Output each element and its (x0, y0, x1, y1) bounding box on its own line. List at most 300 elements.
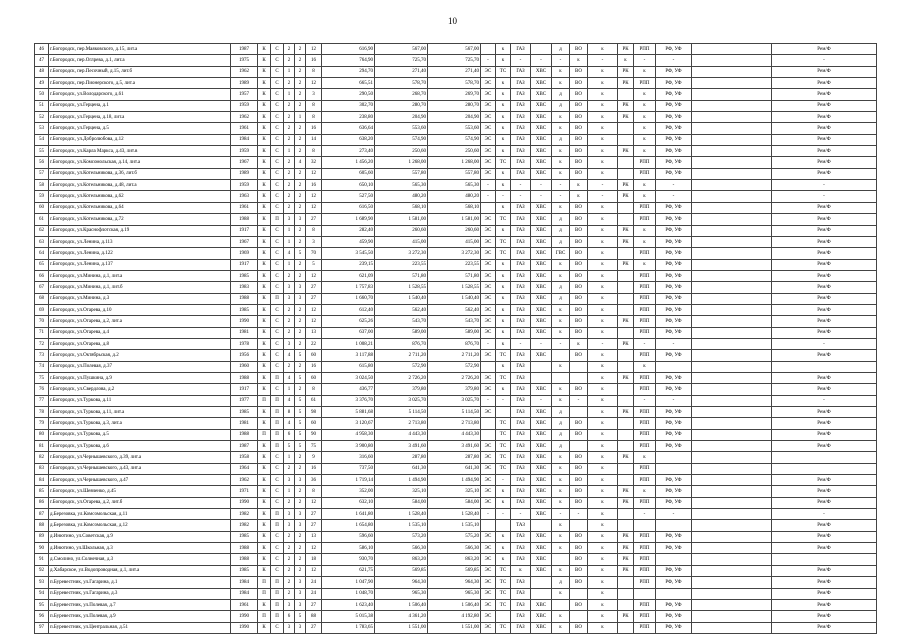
cell-total-area: 436,77 (322, 384, 375, 395)
cell-entrances: 2 (284, 304, 295, 315)
cell-apartments: 14 (306, 134, 322, 145)
cell-wall-material: К (258, 509, 271, 520)
cell-row-number: 96 (35, 611, 49, 622)
cell-roof: к (588, 452, 618, 463)
cell-residential-area: 325,10 (428, 486, 481, 497)
cell-residential-area: 543,70 (428, 316, 481, 327)
cell-heating: к (496, 554, 511, 565)
cell-note (692, 112, 772, 123)
cell-roof: к (588, 611, 618, 622)
cell-living-area: 572,90 (375, 361, 428, 372)
cell-fund: РФ, УФ (656, 531, 692, 542)
cell-ppp: к (634, 66, 656, 77)
table-row (35, 395, 877, 406)
cell-entrances: 5 (284, 441, 295, 452)
cell-note (692, 622, 772, 633)
cell-total-area: 239,15 (322, 259, 375, 270)
cell-drainage: ВО (570, 259, 588, 270)
cell-ppp: РПП (634, 157, 656, 168)
cell-repair-fund: Рем/Ф (772, 588, 877, 599)
cell-ownership-type: П (271, 372, 284, 383)
cell-repair-status: РК (618, 180, 634, 191)
cell-floors: 2 (295, 89, 306, 100)
cell-repair-fund: Рем/Ф (772, 599, 877, 610)
cell-roof: к (588, 497, 618, 508)
cell-heating: к (496, 134, 511, 145)
cell-roof: к (588, 475, 618, 486)
cell-drainage: ВО (570, 554, 588, 565)
table-row (35, 100, 877, 111)
cell-residential-area: 1 551,00 (428, 622, 481, 633)
cell-floors: 2 (295, 486, 306, 497)
cell-electricity: ЭС (481, 611, 496, 622)
cell-electricity: ЭС (481, 146, 496, 157)
cell-electricity: ЭС (481, 441, 496, 452)
cell-wall-material: К (258, 89, 271, 100)
cell-drainage: к (570, 55, 588, 66)
cell-drainage: ВО (570, 214, 588, 225)
cell-fund (656, 452, 692, 463)
cell-cold-water: ХВС (531, 429, 552, 440)
table-row (35, 270, 877, 281)
cell-heating: ТС (496, 463, 511, 474)
cell-living-area: 1 494,90 (375, 475, 428, 486)
cell-residential-area: 260,60 (428, 225, 481, 236)
cell-heating: к (496, 44, 511, 55)
cell-note (692, 282, 772, 293)
cell-living-area: 566,30 (375, 543, 428, 554)
cell-repair-status: РК (618, 259, 634, 270)
cell-apartments: 16 (306, 55, 322, 66)
cell-build-year: 1958 (231, 452, 258, 463)
cell-entrances: 2 (284, 543, 295, 554)
cell-build-year: 1990 (231, 316, 258, 327)
cell-address: г.Богородск, ул.Огарева, д.2, лит.б (49, 497, 231, 508)
cell-repair-status (618, 475, 634, 486)
cell-entrances: 6 (284, 429, 295, 440)
cell-total-area: 1 641,80 (322, 509, 375, 520)
cell-floors: 2 (295, 554, 306, 565)
cell-living-area: 223,55 (375, 259, 428, 270)
cell-repair-status (618, 202, 634, 213)
cell-address: г.Богородск, ул.Котельникова, д.62 (49, 191, 231, 202)
cell-roof: к (588, 543, 618, 554)
cell-electricity: ЭС (481, 225, 496, 236)
cell-build-year: 1988 (231, 293, 258, 304)
cell-address: г.Богородск, ул.Володарского, д.61 (49, 89, 231, 100)
cell-wall-material: К (258, 384, 271, 395)
cell-total-area: 650,10 (322, 180, 375, 191)
cell-living-area: 1 581,00 (375, 214, 428, 225)
cell-repair-status (618, 293, 634, 304)
cell-gas: ГАЗ (511, 429, 531, 440)
cell-entrances: 2 (284, 361, 295, 372)
cell-roof: к (588, 622, 618, 633)
cell-build-year: 1985 (231, 407, 258, 418)
cell-gas: ГАЗ (511, 270, 531, 281)
cell-row-number: 77 (35, 395, 49, 406)
cell-address: г.Богородск, ул.Краснофлотская, д.19 (49, 225, 231, 236)
cell-cold-water: ХВС (531, 282, 552, 293)
cell-ppp: - (634, 395, 656, 406)
cell-drainage: к (570, 191, 588, 202)
cell-row-number: 85 (35, 486, 49, 497)
cell-gas: ГАЗ (511, 599, 531, 610)
cell-residential-area: 567,00 (428, 44, 481, 55)
cell-living-area: 553,60 (375, 123, 428, 134)
cell-ownership-type: П (271, 395, 284, 406)
cell-wall-material: К (258, 282, 271, 293)
table-row (35, 123, 877, 134)
cell-hot-water: д (552, 293, 570, 304)
cell-note (692, 361, 772, 372)
cell-floors: 2 (295, 78, 306, 89)
cell-hot-water: к (552, 66, 570, 77)
cell-note (692, 123, 772, 134)
cell-residential-area: 1 494,90 (428, 475, 481, 486)
cell-total-area: 665,51 (322, 78, 375, 89)
cell-drainage: ВО (570, 236, 588, 247)
cell-total-area: 930,70 (322, 554, 375, 565)
cell-floors: 5 (295, 429, 306, 440)
cell-gas: ГАЗ (511, 202, 531, 213)
cell-ownership-type: С (271, 123, 284, 134)
cell-total-area: 527,50 (322, 191, 375, 202)
cell-wall-material: К (258, 418, 271, 429)
cell-repair-status (618, 168, 634, 179)
cell-repair-fund: Рем/Ф (772, 622, 877, 633)
cell-drainage (570, 611, 588, 622)
cell-hot-water (552, 554, 570, 565)
cell-gas: ГАЗ (511, 112, 531, 123)
cell-build-year: 1967 (231, 236, 258, 247)
cell-repair-fund: Рем/Ф (772, 316, 877, 327)
cell-roof: к (588, 304, 618, 315)
cell-electricity: ЭС (481, 112, 496, 123)
cell-cold-water: ХВС (531, 463, 552, 474)
cell-living-area: 565,30 (375, 180, 428, 191)
cell-electricity: ЭС (481, 543, 496, 554)
cell-gas: - (511, 338, 531, 349)
cell-note (692, 338, 772, 349)
cell-apartments: 12 (306, 304, 322, 315)
cell-heating: к (496, 168, 511, 179)
cell-total-area: 5 881,68 (322, 407, 375, 418)
cell-repair-status: РК (618, 554, 634, 565)
cell-entrances: 3 (284, 214, 295, 225)
cell-apartments: 22 (306, 338, 322, 349)
cell-hot-water: к (552, 486, 570, 497)
cell-drainage: ВО (570, 463, 588, 474)
cell-ppp: РПП (634, 327, 656, 338)
table-row (35, 146, 877, 157)
cell-ownership-type: С (271, 225, 284, 236)
cell-address: г.Богородск, ул.Котельникова, д.64 (49, 202, 231, 213)
cell-build-year: 1962 (231, 475, 258, 486)
cell-total-area: 615,80 (322, 361, 375, 372)
cell-gas: ГАЗ (511, 372, 531, 383)
cell-drainage: ВО (570, 452, 588, 463)
cell-gas: ГАЗ (511, 475, 531, 486)
cell-row-number: 69 (35, 304, 49, 315)
cell-residential-area: 578,70 (428, 78, 481, 89)
cell-repair-status: РК (618, 531, 634, 542)
cell-repair-status (618, 350, 634, 361)
cell-note (692, 497, 772, 508)
cell-row-number: 58 (35, 180, 49, 191)
cell-address: д.Инютино, ул.Советская, д.9 (49, 531, 231, 542)
cell-heating: к (496, 146, 511, 157)
cell-total-area: 1 757,83 (322, 282, 375, 293)
cell-note (692, 520, 772, 531)
cell-drainage: ВО (570, 100, 588, 111)
cell-apartments: 8 (306, 146, 322, 157)
cell-wall-material: К (258, 475, 271, 486)
cell-ownership-type: П (271, 577, 284, 588)
cell-drainage (570, 441, 588, 452)
cell-cold-water: ХВС (531, 202, 552, 213)
cell-fund: РФ, УФ (656, 282, 692, 293)
cell-electricity: ЭС (481, 577, 496, 588)
cell-ppp: РПП (634, 202, 656, 213)
cell-cold-water: - (531, 180, 552, 191)
cell-address: г.Богородск, ул.Огарева, д.2, лит.а (49, 316, 231, 327)
cell-residential-area: 589,00 (428, 327, 481, 338)
cell-floors: 2 (295, 463, 306, 474)
cell-floors: 5 (295, 611, 306, 622)
cell-electricity (481, 418, 496, 429)
cell-electricity: ЭС (481, 475, 496, 486)
cell-row-number: 46 (35, 44, 49, 55)
cell-note (692, 78, 772, 89)
cell-hot-water: - (552, 55, 570, 66)
cell-floors: 2 (295, 361, 306, 372)
cell-heating: к (496, 304, 511, 315)
cell-heating: к (496, 282, 511, 293)
cell-living-area: 876,70 (375, 338, 428, 349)
cell-repair-status: РК (618, 486, 634, 497)
cell-electricity: ЭС (481, 327, 496, 338)
cell-wall-material: К (258, 486, 271, 497)
table-row (35, 372, 877, 383)
cell-apartments: 12 (306, 78, 322, 89)
cell-ppp: к (634, 236, 656, 247)
cell-apartments: 27 (306, 509, 322, 520)
cell-apartments: 12 (306, 191, 322, 202)
cell-ppp: РПП (634, 407, 656, 418)
cell-drainage (570, 361, 588, 372)
table-row (35, 441, 877, 452)
cell-ppp (634, 520, 656, 531)
cell-living-area: 480,20 (375, 191, 428, 202)
cell-hot-water (552, 599, 570, 610)
cell-entrances: 2 (284, 497, 295, 508)
cell-address: г.Богородск, ул.Ленина, д.122 (49, 248, 231, 259)
cell-apartments: 60 (306, 372, 322, 383)
cell-hot-water: к (552, 452, 570, 463)
cell-hot-water: д (552, 577, 570, 588)
cell-hot-water: к (552, 531, 570, 542)
cell-apartments: 12 (306, 270, 322, 281)
cell-roof: к (588, 146, 618, 157)
cell-heating: к (496, 486, 511, 497)
housing-registry-table (34, 43, 877, 634)
cell-build-year: 1967 (231, 157, 258, 168)
cell-floors: 2 (295, 452, 306, 463)
cell-note (692, 259, 772, 270)
cell-floors: 2 (295, 327, 306, 338)
cell-drainage (570, 588, 588, 599)
cell-entrances: 1 (284, 66, 295, 77)
cell-entrances: 4 (284, 350, 295, 361)
cell-ownership-type: П (271, 429, 284, 440)
cell-hot-water: - (552, 509, 570, 520)
cell-ppp: к (634, 123, 656, 134)
cell-ppp: РПП (634, 270, 656, 281)
cell-heating: к (496, 327, 511, 338)
cell-ppp: к (634, 146, 656, 157)
cell-ownership-type: С (271, 304, 284, 315)
cell-hot-water: к (552, 327, 570, 338)
cell-ppp: РПП (634, 282, 656, 293)
cell-repair-fund: - (772, 509, 877, 520)
cell-address: п.Буревестник, ул.Гагарина, д.1 (49, 577, 231, 588)
cell-entrances: 3 (284, 282, 295, 293)
cell-row-number: 57 (35, 168, 49, 179)
cell-floors: 2 (295, 384, 306, 395)
cell-repair-status (618, 520, 634, 531)
cell-residential-area: 568,10 (428, 202, 481, 213)
cell-build-year: 1959 (231, 180, 258, 191)
cell-floors: 2 (295, 316, 306, 327)
cell-heating: к (496, 384, 511, 395)
cell-total-area: 1 456,20 (322, 157, 375, 168)
table-row (35, 429, 877, 440)
cell-apartments: 61 (306, 395, 322, 406)
cell-entrances: 2 (284, 44, 295, 55)
cell-floors: 5 (295, 350, 306, 361)
cell-gas: ГАЗ (511, 554, 531, 565)
cell-ownership-type: С (271, 384, 284, 395)
cell-ppp: - (634, 509, 656, 520)
cell-apartments: 12 (306, 543, 322, 554)
cell-note (692, 270, 772, 281)
cell-apartments: 9 (306, 452, 322, 463)
cell-floors: 2 (295, 565, 306, 576)
cell-repair-fund: Рем/Ф (772, 270, 877, 281)
cell-apartments: 5 (306, 259, 322, 270)
cell-ownership-type: С (271, 554, 284, 565)
cell-hot-water: к (552, 304, 570, 315)
cell-floors: 2 (295, 531, 306, 542)
cell-gas: ГАЗ (511, 361, 531, 372)
cell-electricity: ЭС (481, 497, 496, 508)
cell-hot-water: к (552, 112, 570, 123)
cell-repair-status (618, 463, 634, 474)
cell-electricity: ЭС (481, 282, 496, 293)
cell-build-year: 1985 (231, 565, 258, 576)
cell-drainage: ВО (570, 622, 588, 633)
cell-hot-water: - (552, 338, 570, 349)
cell-ownership-type: С (271, 180, 284, 191)
cell-repair-status (618, 599, 634, 610)
table-row (35, 78, 877, 89)
cell-row-number: 53 (35, 123, 49, 134)
cell-ownership-type: С (271, 361, 284, 372)
cell-build-year: 1963 (231, 191, 258, 202)
cell-repair-status (618, 395, 634, 406)
cell-ownership-type: П (271, 520, 284, 531)
cell-residential-area: 566,30 (428, 543, 481, 554)
cell-repair-fund: Рем/Ф (772, 304, 877, 315)
cell-ppp: к (634, 134, 656, 145)
cell-wall-material: К (258, 293, 271, 304)
cell-apartments: 60 (306, 418, 322, 429)
cell-address: г.Богородск, пер.Пионерского, д.5, лит.а (49, 78, 231, 89)
cell-cold-water: ХВС (531, 168, 552, 179)
cell-total-area: 4 958,30 (322, 429, 375, 440)
cell-entrances: 1 (284, 452, 295, 463)
cell-row-number: 48 (35, 66, 49, 77)
cell-row-number: 82 (35, 452, 49, 463)
cell-total-area: 273,40 (322, 146, 375, 157)
cell-electricity: ЭС (481, 622, 496, 633)
cell-drainage: ВО (570, 304, 588, 315)
cell-ownership-type: П (271, 293, 284, 304)
cell-build-year: 1917 (231, 225, 258, 236)
cell-heating: к (496, 531, 511, 542)
cell-apartments: 16 (306, 361, 322, 372)
cell-residential-area: 1 268,00 (428, 157, 481, 168)
cell-living-area: 574,90 (375, 134, 428, 145)
cell-total-area: 238,80 (322, 112, 375, 123)
cell-apartments: 27 (306, 599, 322, 610)
cell-floors: 5 (295, 395, 306, 406)
cell-ppp: РПП (634, 44, 656, 55)
cell-ppp: РПП (634, 565, 656, 576)
cell-floors: 3 (295, 577, 306, 588)
cell-living-area: 562,40 (375, 304, 428, 315)
cell-apartments: 27 (306, 282, 322, 293)
cell-repair-status (618, 577, 634, 588)
cell-repair-fund: Рем/Ф (772, 441, 877, 452)
cell-hot-water: к (552, 475, 570, 486)
cell-roof: к (588, 270, 618, 281)
cell-build-year: 1962 (231, 66, 258, 77)
cell-roof: к (588, 509, 618, 520)
cell-living-area: 1 551,00 (375, 622, 428, 633)
cell-repair-status (618, 622, 634, 633)
cell-ownership-type: С (271, 486, 284, 497)
cell-floors: 2 (295, 236, 306, 247)
cell-total-area: 636,64 (322, 123, 375, 134)
cell-residential-area: 863,20 (428, 554, 481, 565)
cell-electricity: ЭС (481, 554, 496, 565)
cell-residential-area: 1 540,40 (428, 293, 481, 304)
cell-drainage: ВО (570, 66, 588, 77)
cell-wall-material: К (258, 316, 271, 327)
cell-roof: к (588, 157, 618, 168)
cell-fund (656, 463, 692, 474)
cell-entrances: 1 (284, 486, 295, 497)
cell-apartments: 12 (306, 565, 322, 576)
cell-row-number: 59 (35, 191, 49, 202)
cell-ownership-type: П (271, 441, 284, 452)
cell-cold-water: ХВС (531, 531, 552, 542)
cell-heating: ТС (496, 236, 511, 247)
cell-fund: РФ, УФ (656, 486, 692, 497)
cell-cold-water (531, 361, 552, 372)
